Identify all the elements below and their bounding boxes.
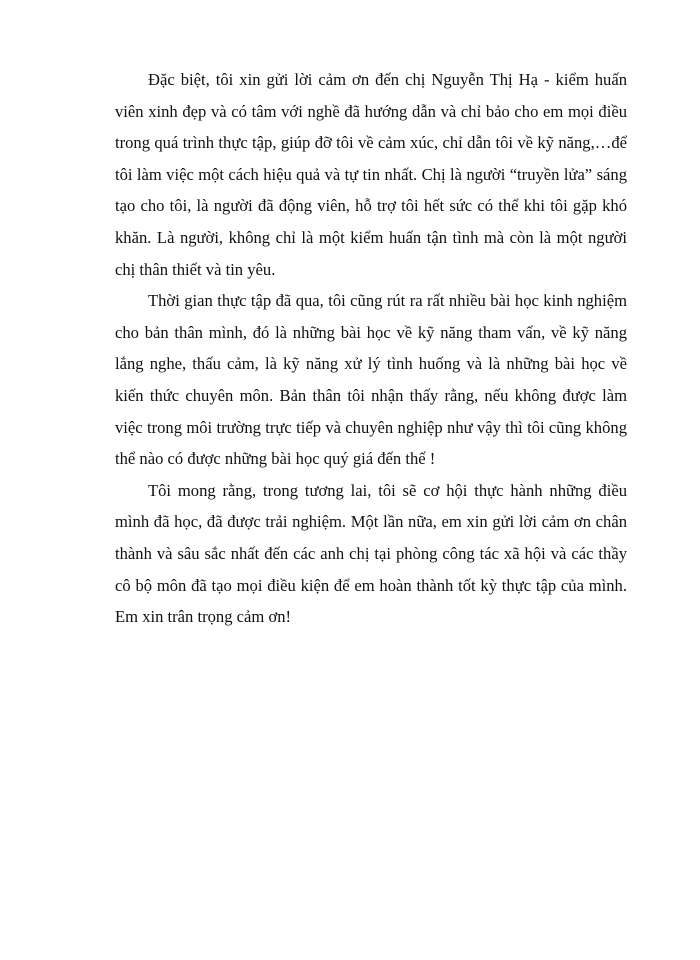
paragraph-thanks-mentor: Đặc biệt, tôi xin gửi lời cảm ơn đến chị Nguyễn Thị Hạ - kiểm huấn viên xinh đẹp và có tâm với nghề đã hướng dẫn và chỉ bảo cho em mọi điều trong quá trình thực tập, giúp đỡ tôi về cảm xúc, chỉ dẫn tôi về kỹ năng,…để tôi làm việc một cách hiệu quả và tự tin nhất. Chị là người “truyền lửa” sáng tạo cho tôi, là người đã động viên, hỗ trợ tôi hết sức có thể khi tôi gặp khó khăn. Là người, không chỉ là một kiểm huấn tận tình mà còn là một người chị thân thiết và tin yêu. xyxy=(115,70,627,279)
paragraph-lessons-learned: Thời gian thực tập đã qua, tôi cũng rút ra rất nhiều bài học kinh nghiệm cho bản thân mình, đó là những bài học về kỹ năng tham vấn, về kỹ năng lắng nghe, thấu cảm, là kỹ năng xử lý tình huống và là những bài học về kiến thức chuyên môn. Bản thân tôi nhận thấy rằng, nếu không được làm việc trong môi trường trực tiếp và chuyên nghiệp như vậy thì tôi cũng không thể nào có được những bài học quý giá đến thế ! xyxy=(115,291,627,469)
document-page xyxy=(115,64,627,633)
paragraph-closing: Tôi mong rằng, trong tương lai, tôi sẽ cơ hội thực hành những điều mình đã học, đã được trải nghiệm. Một lần nữa, em xin gửi lời cảm ơn chân thành và sâu sắc nhất đến các anh chị tại phòng công tác xã hội và các thầy cô bộ môn đã tạo mọi điều kiện để em hoàn thành tốt kỳ thực tập của mình. Em xin trân trọng cảm ơn! xyxy=(115,480,627,627)
